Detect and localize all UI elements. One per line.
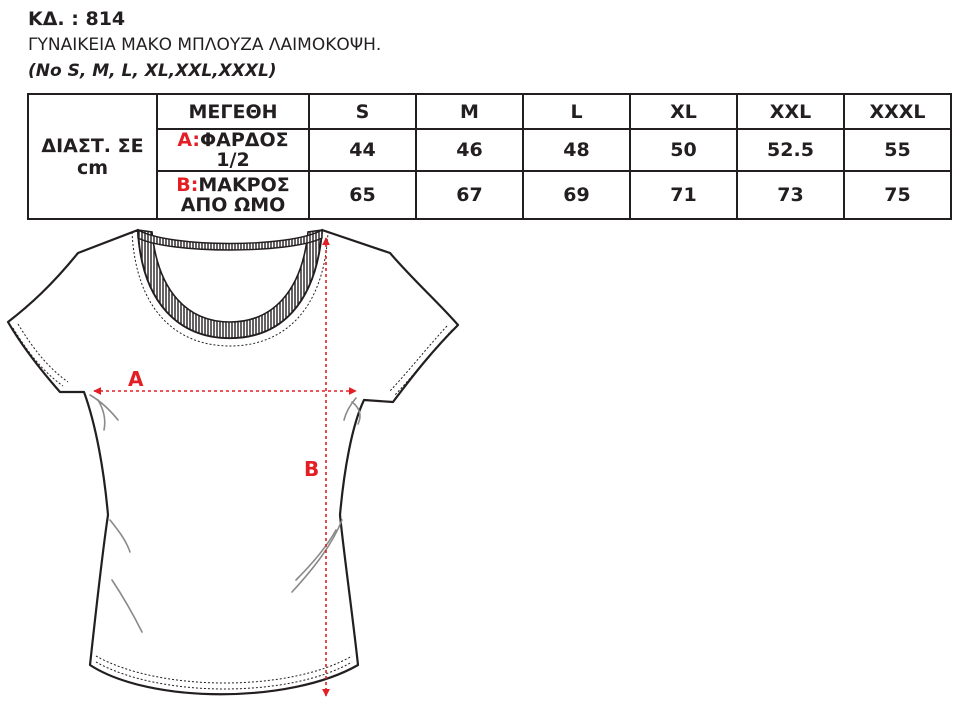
size-header-row [28,94,951,129]
table-row-length [28,171,951,219]
measure-label-b: B [304,457,320,481]
table-row-width [28,129,951,171]
row-label-width [157,129,309,171]
row-key-b: B: [176,174,199,196]
length-value-xxxl: 75 [844,171,951,219]
shirt-outline [8,230,458,694]
row-label-text: ΜΑΚΡΟΣ ΑΠΟ ΩΜΟ [180,174,290,216]
size-col-l: L [523,94,630,129]
length-value-s: 65 [309,171,416,219]
size-chart-table [27,93,952,220]
tshirt-measurement-diagram [0,216,470,720]
size-col-s: S [309,94,416,129]
length-value-m: 67 [416,171,523,219]
length-value-xxl: 73 [737,171,844,219]
row-label-text: ΦΑΡΔΟΣ 1/2 [200,129,289,171]
size-col-m: M [416,94,523,129]
length-value-l: 69 [523,171,630,219]
width-value-m: 46 [416,129,523,171]
measure-label-a: A [128,367,144,391]
width-value-l: 48 [523,129,630,171]
size-col-xxxl: XXXL [844,94,951,129]
row-label-length [157,171,309,219]
sizes-title: ΜΕΓΕΘΗ [157,94,309,129]
available-sizes-note: (No S, M, L, XL,XXL,XXXL) [28,61,277,81]
dimension-unit-label: ΔΙΑΣΤ. ΣΕ cm [28,94,157,219]
product-description: ΓΥΝΑΙΚΕΙΑ ΜΑΚΟ ΜΠΛΟΥΖΑ ΛΑΙΜΟΚΟΨΗ. [28,35,382,55]
width-value-xl: 50 [630,129,737,171]
row-key-a: A: [177,129,201,151]
width-value-xxl: 52.5 [737,129,844,171]
size-col-xxl: XXL [737,94,844,129]
size-col-xl: XL [630,94,737,129]
neck-back-rib [138,230,322,250]
width-value-xxxl: 55 [844,129,951,171]
length-value-xl: 71 [630,171,737,219]
width-value-s: 44 [309,129,416,171]
product-code: ΚΔ. : 814 [28,8,126,30]
product-header [28,6,381,84]
